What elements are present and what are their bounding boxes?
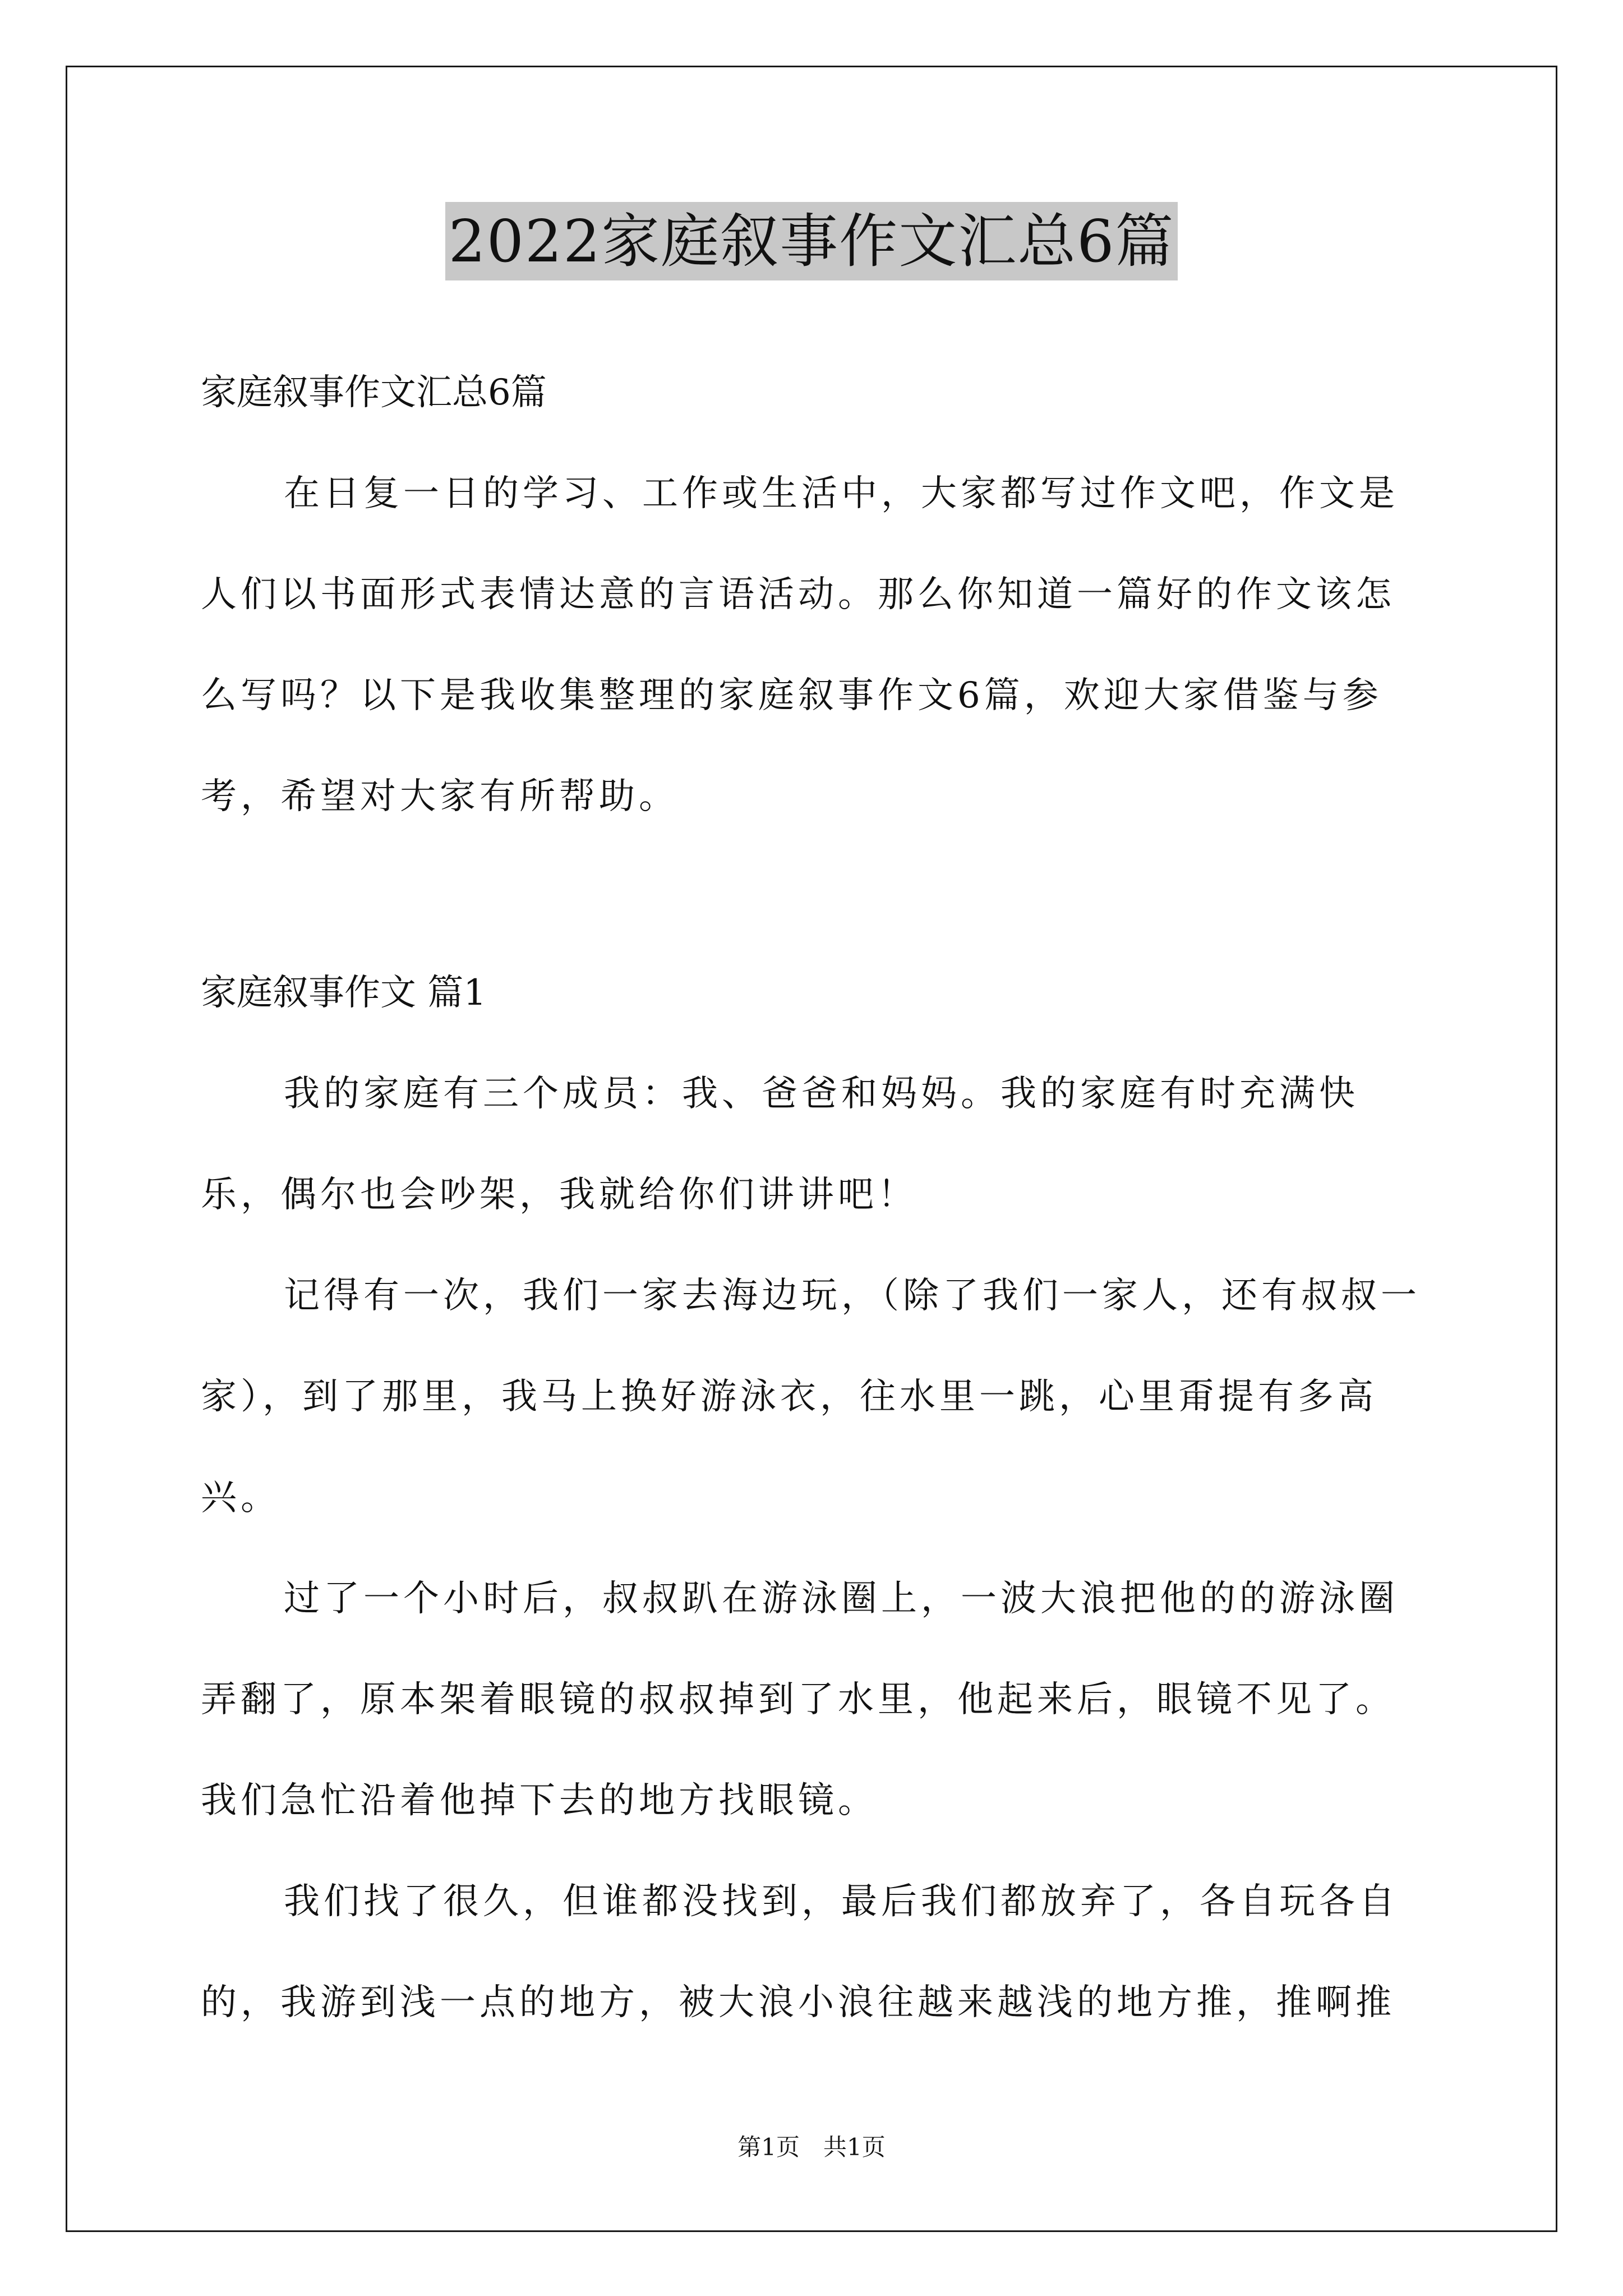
body-paragraph: 我们找了很久，但谁都没找到，最后我们都放弃了，各自玩各自的，我游到浅一点的地方，被大浪小浪往越来越浅的地方推，推啊推: [201, 1881, 1399, 2023]
page-footer: 第1页 共1页: [737, 2133, 886, 2161]
intro-paragraph: 在日复一日的学习、工作或生活中，大家都写过作文吧，作文是人们以书面形式表情达意的言语活动。那么你知道一篇好的作文该怎么写吗？以下是我收集整理的家庭叙事作文6篇，欢迎大家借鉴与参考，希望对大家有所帮助。: [201, 473, 1399, 817]
section-heading: 家庭叙事作文 篇1: [201, 972, 487, 1014]
document-subtitle: 家庭叙事作文汇总6篇: [201, 372, 547, 413]
title-wrap: [0, 202, 1623, 280]
document-body: [201, 342, 1435, 2053]
section-gap: [201, 847, 1435, 942]
document-title: 2022家庭叙事作文汇总6篇: [445, 202, 1178, 280]
body-paragraph: 我的家庭有三个成员：我、爸爸和妈妈。我的家庭有时充满快乐，偶尔也会吵架，我就给你们讲讲吧！: [201, 1073, 1359, 1216]
body-paragraph: 过了一个小时后，叔叔趴在游泳圈上，一波大浪把他的的游泳圈弄翻了，原本架着眼镜的叔叔掉到了水里，他起来后，眼镜不见了。我们急忙沿着他掉下去的地方找眼镜。: [201, 1578, 1399, 1821]
body-paragraph: 记得有一次，我们一家去海边玩，（除了我们一家人，还有叔叔一家），到了那里，我马上换好游泳衣，往水里一跳，心里甭提有多高兴。: [201, 1275, 1421, 1519]
